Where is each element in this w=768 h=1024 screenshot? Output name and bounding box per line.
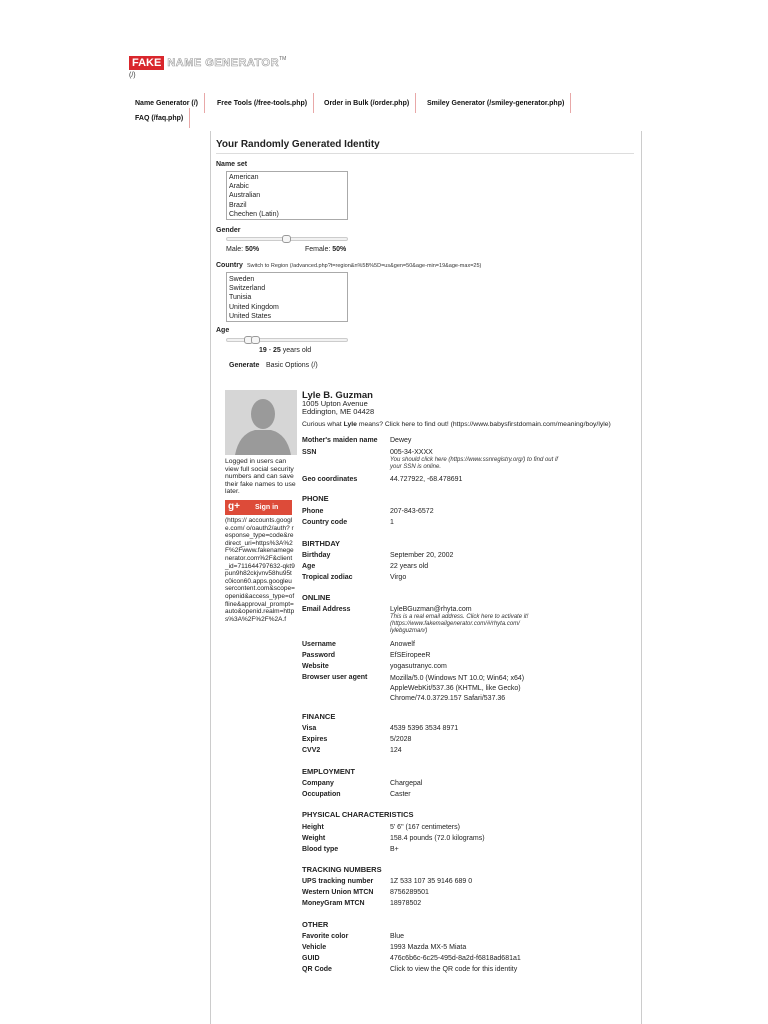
mothers-maiden-name-label: Mother's maiden name — [302, 437, 378, 444]
qr-code-label: QR Code — [302, 966, 332, 973]
switch-to-region-link[interactable]: Switch to Region (/advanced.php?t=region&n%5B%5D=us&gen=50&age-min=19&age-max=25) — [247, 263, 482, 269]
guid-label: GUID — [302, 955, 320, 962]
browser-ua-value — [390, 674, 524, 704]
zodiac-value: Virgo — [390, 574, 407, 581]
zodiac-label: Tropical zodiac — [302, 574, 353, 581]
password-value: EfSEiropeeR — [390, 652, 431, 659]
identity-address-line2: Eddington, ME 04428 — [302, 407, 375, 416]
gender-male-label: Male: — [226, 246, 244, 253]
country-code-label: Country code — [302, 519, 348, 526]
list-item[interactable]: American — [229, 174, 259, 181]
logo-fake: FAKE — [129, 56, 164, 70]
website-label: Website — [302, 663, 329, 670]
age-field-label: Age — [302, 563, 316, 570]
expires-value: 5/2028 — [390, 736, 412, 743]
nav-smiley-generator[interactable]: Smiley Generator (/smiley-generator.php) — [421, 93, 571, 113]
list-item[interactable]: United States — [229, 312, 272, 320]
website-value: yogasutranyc.com — [390, 663, 447, 670]
list-item[interactable]: Arabic — [229, 183, 249, 191]
age-field-value: 22 years old — [390, 563, 429, 570]
moneygram-label: MoneyGram MTCN — [302, 900, 365, 907]
sign-in-label: Sign in — [255, 504, 279, 511]
google-sign-in-button[interactable] — [225, 500, 292, 515]
online-section-heading: ONLINE — [302, 593, 331, 602]
curious-post[interactable]: means? Click here to find out! (https://www.babysfirstdomain.com/meaning/boy/lyle) — [358, 421, 611, 428]
oauth-url-wrap — [225, 517, 295, 623]
identity-address-line1: 1005 Upton Avenue — [302, 399, 368, 408]
logo-link-text[interactable]: (/) — [129, 72, 136, 79]
site-logo[interactable] — [129, 56, 286, 70]
list-item[interactable]: United Kingdom — [229, 303, 279, 311]
nav-order-bulk[interactable]: Order in Bulk (/order.php) — [318, 93, 416, 113]
cvv2-value: 124 — [390, 747, 402, 754]
age-max: 25 — [273, 347, 281, 354]
vehicle-value: 1993 Mazda MX-5 Miata — [390, 944, 467, 951]
list-item[interactable]: Brazil — [229, 201, 247, 209]
age-suffix: years old — [282, 347, 312, 354]
ssn-label: SSN — [302, 449, 317, 456]
password-label: Password — [302, 652, 336, 659]
email-note-link[interactable]: This is a real email address. Click here to activate it! (https://www.fakemailgenerator.com/#/rhyta.com/ lylebguzman/) — [390, 614, 529, 634]
visa-value: 4539 5396 3534 8971 — [390, 725, 459, 732]
page-title: Your Randomly Generated Identity — [216, 139, 380, 150]
western-union-label: Western Union MTCN — [302, 889, 374, 896]
gender-male-value: 50% — [245, 246, 260, 253]
logo-name-generator: NAME GENERATOR — [167, 57, 280, 69]
age-label: Age — [216, 327, 230, 334]
logo-tm: TM — [279, 56, 287, 62]
curious-pre: Curious what — [302, 421, 342, 428]
nav-free-tools[interactable]: Free Tools (/free-tools.php) — [211, 93, 314, 113]
physical-section-heading: PHYSICAL CHARACTERISTICS — [302, 810, 414, 819]
google-plus-icon: g+ — [228, 501, 240, 512]
phone-value: 207-843-6572 — [390, 508, 434, 515]
cvv2-label: CVV2 — [302, 747, 321, 754]
tracking-section-heading: TRACKING NUMBERS — [302, 865, 382, 874]
birthday-label: Birthday — [302, 552, 331, 559]
generate-button[interactable]: Generate — [229, 362, 260, 369]
moneygram-value: 18978502 — [390, 900, 422, 907]
name-set-select[interactable] — [226, 171, 348, 220]
company-value: Chargepal — [390, 780, 423, 787]
list-item[interactable]: Chechen (Latin) — [229, 210, 279, 218]
birthday-section-heading: BIRTHDAY — [302, 539, 341, 548]
username-label: Username — [302, 641, 336, 648]
country-select[interactable] — [226, 272, 348, 322]
gender-label: Gender — [216, 227, 241, 234]
visa-label: Visa — [302, 725, 317, 732]
height-label: Height — [302, 824, 324, 831]
user-silhouette-icon — [225, 390, 297, 455]
birthday-value: September 20, 2002 — [390, 552, 454, 559]
gender-female-value: 50% — [332, 246, 347, 253]
geo-label: Geo coordinates — [302, 476, 358, 483]
weight-label: Weight — [302, 835, 326, 842]
browser-ua-label: Browser user agent — [302, 674, 368, 681]
favorite-color-label: Favorite color — [302, 933, 349, 940]
gender-female — [305, 246, 346, 253]
browser-ua-line3: Chrome/74.0.3729.157 Safari/537.36 — [390, 695, 506, 702]
curious-name: Lyle — [343, 421, 357, 428]
logged-in-info: Logged in users can view full social security numbers and can save their fake names to use later. — [225, 458, 296, 496]
list-item[interactable]: Switzerland — [229, 285, 266, 293]
occupation-value: Caster — [390, 791, 411, 798]
phone-label: Phone — [302, 508, 324, 515]
list-item[interactable]: Australian — [229, 192, 261, 200]
ssn-value: 005-34-XXXX — [390, 449, 433, 456]
browser-ua-line2: AppleWebKit/537.36 (KHTML, like Gecko) — [390, 685, 521, 692]
browser-ua-line1: Mozilla/5.0 (Windows NT 10.0; Win64; x64) — [390, 675, 525, 682]
basic-options-link[interactable]: Basic Options (/) — [266, 362, 318, 369]
ups-value: 1Z 533 107 35 9146 689 0 — [390, 878, 473, 885]
google-oauth-url[interactable] — [225, 517, 725, 623]
list-item[interactable]: Sweden — [229, 276, 255, 283]
age-slider-max-handle[interactable] — [251, 336, 260, 344]
favorite-color-value: Blue — [390, 933, 405, 940]
finance-section-heading: FINANCE — [302, 712, 336, 721]
avatar — [225, 390, 297, 455]
ssn-note-link[interactable]: You should click here (https://www.ssnregistry.org/) to find out if your SSN is online. — [390, 457, 558, 470]
blood-type-value: B+ — [390, 846, 399, 853]
gender-female-label: Female: — [305, 246, 331, 253]
gender-slider-handle[interactable] — [282, 235, 291, 243]
other-section-heading: OTHER — [302, 920, 329, 929]
vehicle-label: Vehicle — [302, 944, 327, 951]
company-label: Company — [302, 780, 334, 787]
username-value: Anowelf — [390, 641, 415, 648]
guid-value: 476c6b6c-6c25-495d-8a2d-f6818ad681a1 — [390, 955, 521, 962]
identity-name: Lyle B. Guzman — [302, 390, 373, 401]
email-label: Email Address — [302, 606, 351, 613]
mothers-maiden-name-value: Dewey — [390, 437, 412, 444]
employment-section-heading: EMPLOYMENT — [302, 767, 355, 776]
weight-value: 158.4 pounds (72.0 kilograms) — [390, 835, 485, 842]
title-divider — [216, 153, 634, 154]
oauth-url-text[interactable]: (https:// accounts.google.com/ o/oauth2/auth? response_type=code&redirect_uri=https%3A%2F%2Fwww.fakenamegenerator.com%2F&client_id=711644797632-qkt9pun9h82ckjvnv58hu95tc0icon60.apps.googleusercontent.com&scope=openid&access_type=offline&approval_prompt=auto&openid.realm=https%3A%2F%2F%2A.f — [225, 517, 295, 623]
expires-label: Expires — [302, 736, 328, 743]
email-value[interactable]: LyleBGuzman@rhyta.com — [390, 606, 472, 613]
phone-section-heading: PHONE — [302, 494, 329, 503]
blood-type-label: Blood type — [302, 846, 339, 853]
nav-name-generator[interactable]: Name Generator (/) — [129, 93, 205, 113]
ups-label: UPS tracking number — [302, 878, 374, 885]
geo-value: 44.727922, -68.478691 — [390, 476, 463, 483]
occupation-label: Occupation — [302, 791, 341, 798]
western-union-value: 8756289501 — [390, 889, 429, 896]
list-item[interactable]: Tunisia — [229, 294, 252, 302]
name-meaning-link[interactable] — [302, 421, 611, 428]
qr-code-link[interactable]: Click to view the QR code for this identity — [390, 966, 518, 973]
nav-faq[interactable]: FAQ (/faq.php) — [129, 108, 190, 128]
country-label: Country — [216, 262, 243, 269]
name-set-label: Name set — [216, 161, 248, 168]
age-min: 19 — [259, 347, 267, 354]
gender-male — [226, 246, 259, 253]
age-range: 19 - 25 years old — [259, 347, 312, 354]
country-code-value: 1 — [390, 519, 394, 526]
height-value: 5' 6" (167 centimeters) — [390, 824, 460, 831]
